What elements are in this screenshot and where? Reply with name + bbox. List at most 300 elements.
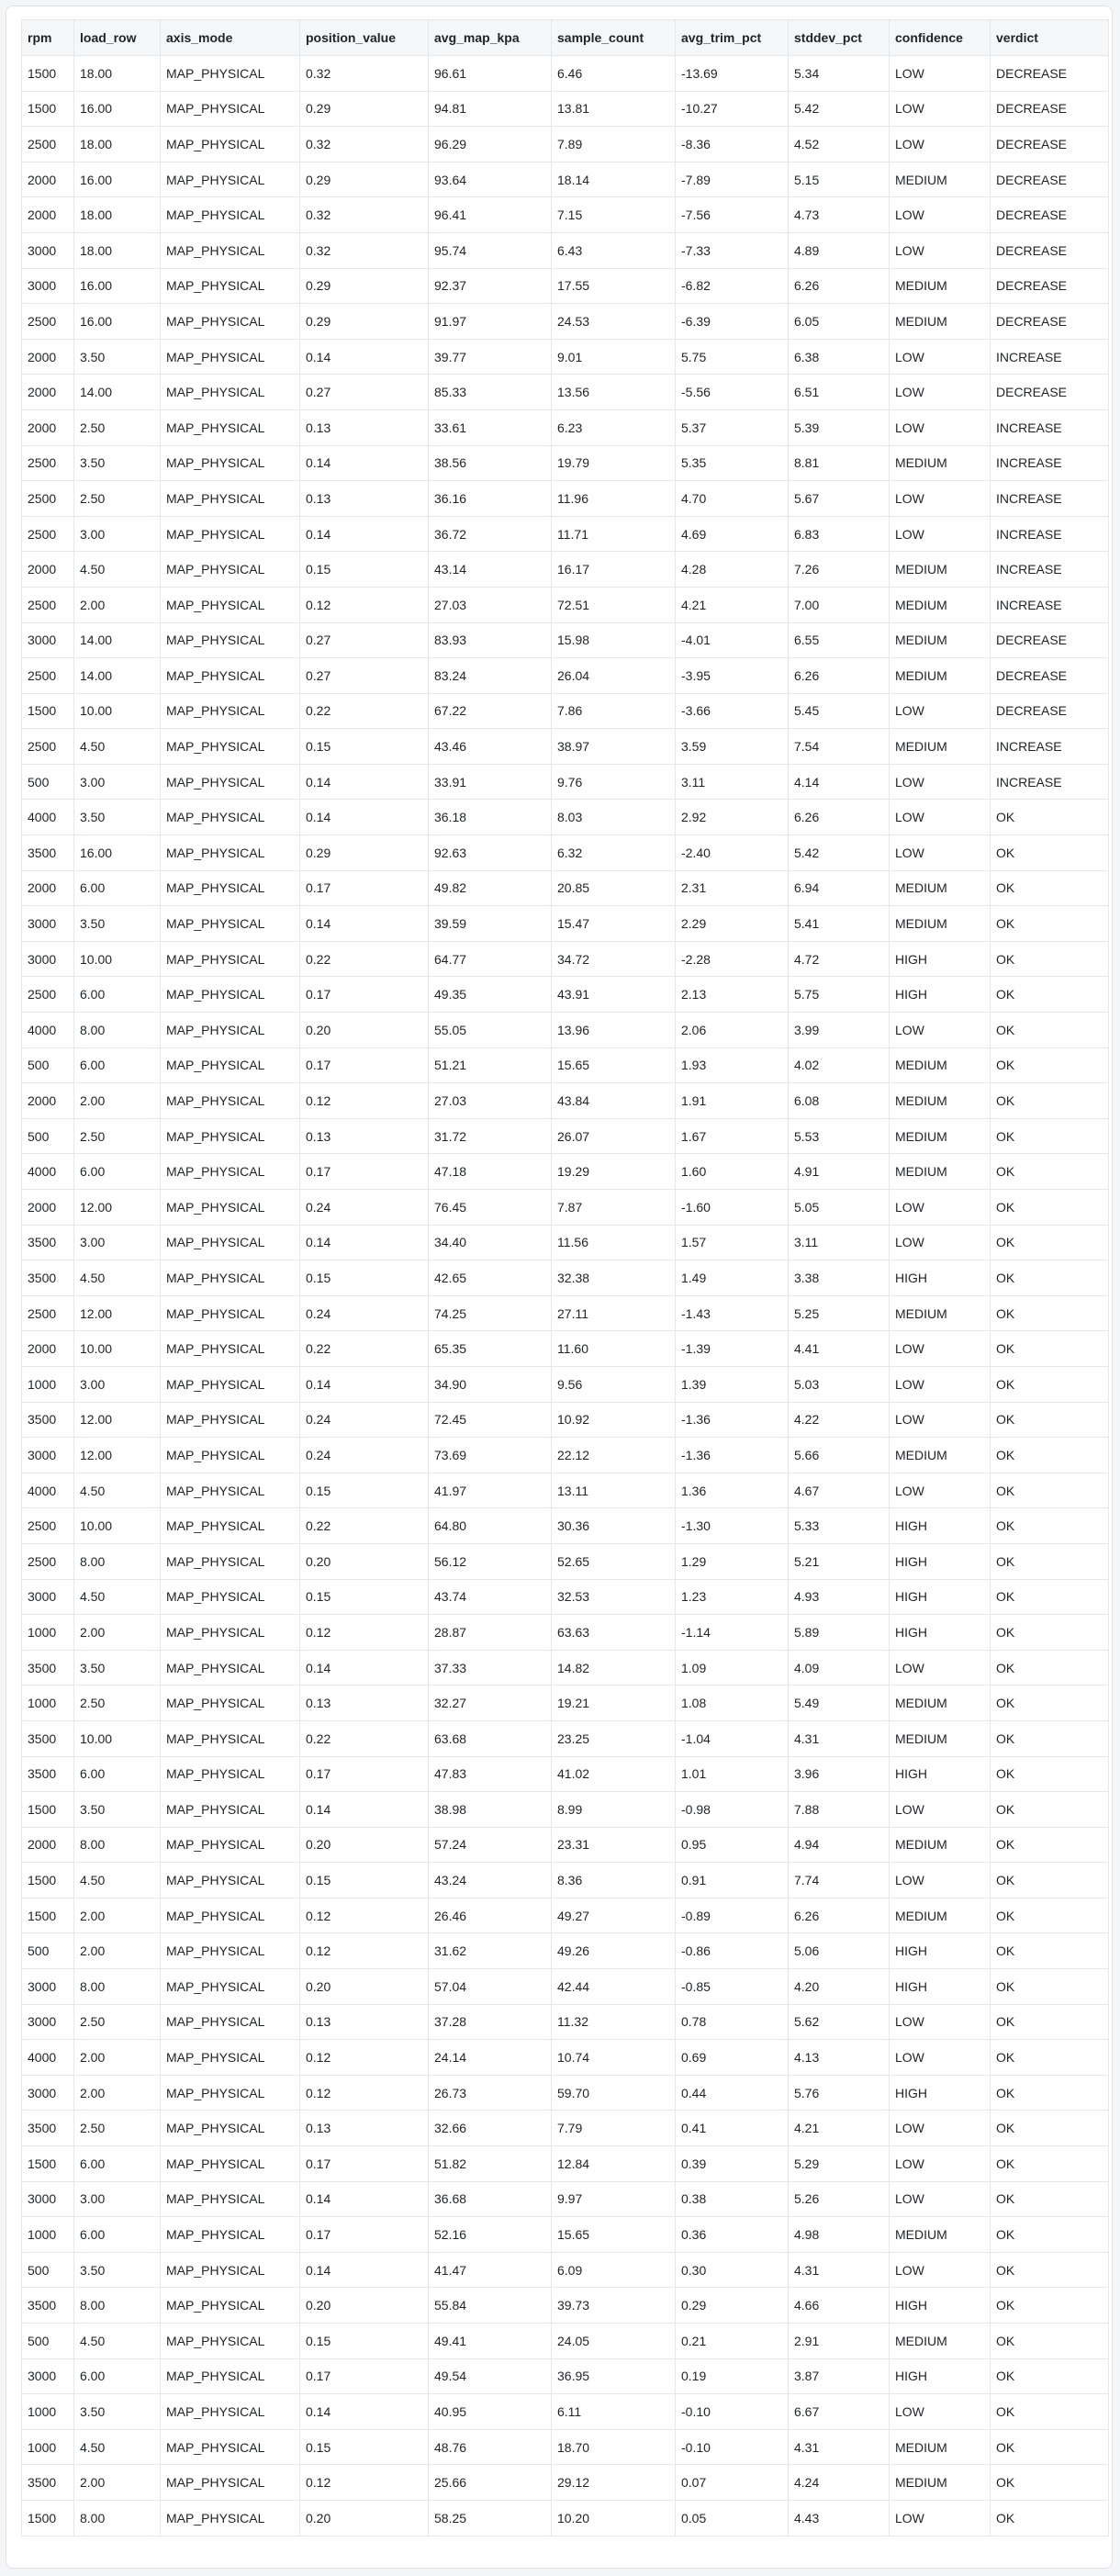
cell-rpm: 2000 xyxy=(22,1190,74,1226)
cell-stddev-pct: 3.87 xyxy=(789,2358,890,2394)
cell-rpm: 500 xyxy=(22,2324,74,2359)
cell-sample-count: 43.91 xyxy=(552,977,676,1013)
cell-load-row: 10.00 xyxy=(74,1331,161,1367)
cell-avg-trim-pct: 2.13 xyxy=(676,977,789,1013)
cell-avg-trim-pct: 2.92 xyxy=(676,800,789,835)
cell-confidence: MEDIUM xyxy=(890,1898,991,1933)
cell-stddev-pct: 4.31 xyxy=(789,2429,890,2465)
cell-position-value: 0.17 xyxy=(300,2358,429,2394)
cell-confidence: LOW xyxy=(890,2181,991,2217)
cell-avg-trim-pct: 2.31 xyxy=(676,870,789,906)
cell-verdict: INCREASE xyxy=(991,409,1109,445)
cell-avg-map-kpa: 64.77 xyxy=(429,941,552,977)
cell-rpm: 4000 xyxy=(22,800,74,835)
table-row xyxy=(22,339,1109,375)
cell-avg-trim-pct: -6.39 xyxy=(676,304,789,340)
cell-avg-trim-pct: -1.36 xyxy=(676,1402,789,1438)
table-row xyxy=(22,622,1109,658)
cell-axis-mode: MAP_PHYSICAL xyxy=(161,2465,300,2501)
cell-confidence: LOW xyxy=(890,1792,991,1828)
cell-sample-count: 7.15 xyxy=(552,197,676,233)
cell-confidence: HIGH xyxy=(890,1933,991,1969)
cell-stddev-pct: 4.67 xyxy=(789,1473,890,1508)
cell-rpm: 2000 xyxy=(22,552,74,588)
cell-axis-mode: MAP_PHYSICAL xyxy=(161,2394,300,2430)
cell-avg-map-kpa: 48.76 xyxy=(429,2429,552,2465)
cell-rpm: 3500 xyxy=(22,2111,74,2146)
cell-avg-map-kpa: 28.87 xyxy=(429,1615,552,1651)
cell-confidence: HIGH xyxy=(890,2075,991,2111)
cell-load-row: 3.00 xyxy=(74,516,161,552)
cell-confidence: HIGH xyxy=(890,1615,991,1651)
cell-position-value: 0.14 xyxy=(300,906,429,942)
cell-verdict: OK xyxy=(991,1438,1109,1473)
cell-confidence: MEDIUM xyxy=(890,268,991,304)
cell-load-row: 3.50 xyxy=(74,800,161,835)
cell-verdict: OK xyxy=(991,1863,1109,1898)
cell-verdict: OK xyxy=(991,1508,1109,1544)
cell-sample-count: 7.79 xyxy=(552,2111,676,2146)
cell-position-value: 0.29 xyxy=(300,91,429,127)
table-row xyxy=(22,2394,1109,2430)
cell-load-row: 2.50 xyxy=(74,2111,161,2146)
cell-confidence: MEDIUM xyxy=(890,1438,991,1473)
cell-stddev-pct: 6.67 xyxy=(789,2394,890,2430)
cell-axis-mode: MAP_PHYSICAL xyxy=(161,339,300,375)
cell-axis-mode: MAP_PHYSICAL xyxy=(161,1260,300,1296)
cell-rpm: 2000 xyxy=(22,197,74,233)
cell-avg-map-kpa: 58.25 xyxy=(429,2500,552,2536)
cell-axis-mode: MAP_PHYSICAL xyxy=(161,870,300,906)
table-row xyxy=(22,2429,1109,2465)
cell-stddev-pct: 4.09 xyxy=(789,1650,890,1686)
cell-stddev-pct: 5.33 xyxy=(789,1508,890,1544)
cell-stddev-pct: 5.75 xyxy=(789,977,890,1013)
cell-avg-trim-pct: 1.91 xyxy=(676,1083,789,1119)
cell-verdict: INCREASE xyxy=(991,729,1109,765)
cell-stddev-pct: 5.29 xyxy=(789,2146,890,2182)
cell-axis-mode: MAP_PHYSICAL xyxy=(161,1898,300,1933)
table-row xyxy=(22,1827,1109,1863)
cell-position-value: 0.27 xyxy=(300,622,429,658)
cell-rpm: 3000 xyxy=(22,232,74,268)
table-row xyxy=(22,375,1109,410)
cell-avg-map-kpa: 37.28 xyxy=(429,2004,552,2040)
table-row xyxy=(22,2004,1109,2040)
cell-position-value: 0.13 xyxy=(300,1686,429,1721)
cell-position-value: 0.29 xyxy=(300,162,429,197)
cell-stddev-pct: 4.20 xyxy=(789,1969,890,2005)
cell-avg-trim-pct: 0.30 xyxy=(676,2252,789,2288)
cell-axis-mode: MAP_PHYSICAL xyxy=(161,1013,300,1048)
cell-load-row: 10.00 xyxy=(74,1508,161,1544)
cell-sample-count: 49.27 xyxy=(552,1898,676,1933)
cell-load-row: 18.00 xyxy=(74,197,161,233)
table-row xyxy=(22,658,1109,694)
cell-avg-map-kpa: 36.68 xyxy=(429,2181,552,2217)
cell-axis-mode: MAP_PHYSICAL xyxy=(161,91,300,127)
cell-avg-trim-pct: 1.93 xyxy=(676,1047,789,1083)
cell-sample-count: 9.76 xyxy=(552,764,676,800)
cell-position-value: 0.24 xyxy=(300,1295,429,1331)
table-row xyxy=(22,1579,1109,1615)
cell-stddev-pct: 5.66 xyxy=(789,1438,890,1473)
cell-load-row: 14.00 xyxy=(74,375,161,410)
cell-stddev-pct: 5.53 xyxy=(789,1118,890,1154)
cell-rpm: 500 xyxy=(22,1047,74,1083)
cell-rpm: 2000 xyxy=(22,1331,74,1367)
table-row xyxy=(22,870,1109,906)
cell-verdict: OK xyxy=(991,2465,1109,2501)
cell-verdict: OK xyxy=(991,2394,1109,2430)
table-row xyxy=(22,1225,1109,1260)
cell-rpm: 3500 xyxy=(22,2465,74,2501)
cell-confidence: HIGH xyxy=(890,1579,991,1615)
cell-position-value: 0.14 xyxy=(300,2394,429,2430)
cell-avg-trim-pct: -5.56 xyxy=(676,375,789,410)
cell-position-value: 0.29 xyxy=(300,304,429,340)
cell-avg-map-kpa: 51.82 xyxy=(429,2146,552,2182)
cell-stddev-pct: 5.05 xyxy=(789,1190,890,1226)
table-row xyxy=(22,197,1109,233)
cell-load-row: 3.00 xyxy=(74,764,161,800)
cell-verdict: OK xyxy=(991,1615,1109,1651)
cell-avg-map-kpa: 43.24 xyxy=(429,1863,552,1898)
cell-position-value: 0.32 xyxy=(300,232,429,268)
cell-rpm: 3500 xyxy=(22,1756,74,1792)
table-row xyxy=(22,1686,1109,1721)
cell-load-row: 2.50 xyxy=(74,1686,161,1721)
cell-confidence: LOW xyxy=(890,1366,991,1402)
cell-stddev-pct: 4.13 xyxy=(789,2040,890,2076)
cell-avg-trim-pct: -2.40 xyxy=(676,835,789,871)
cell-sample-count: 13.11 xyxy=(552,1473,676,1508)
cell-confidence: LOW xyxy=(890,339,991,375)
cell-position-value: 0.12 xyxy=(300,587,429,622)
table-row xyxy=(22,1720,1109,1756)
cell-position-value: 0.17 xyxy=(300,2146,429,2182)
cell-avg-map-kpa: 43.74 xyxy=(429,1579,552,1615)
cell-avg-trim-pct: 5.75 xyxy=(676,339,789,375)
cell-avg-trim-pct: 4.21 xyxy=(676,587,789,622)
cell-verdict: OK xyxy=(991,1366,1109,1402)
cell-avg-map-kpa: 47.83 xyxy=(429,1756,552,1792)
cell-axis-mode: MAP_PHYSICAL xyxy=(161,197,300,233)
table-row xyxy=(22,1118,1109,1154)
table-row xyxy=(22,1863,1109,1898)
cell-avg-trim-pct: 1.49 xyxy=(676,1260,789,1296)
cell-avg-trim-pct: -0.98 xyxy=(676,1792,789,1828)
table-row xyxy=(22,481,1109,517)
cell-axis-mode: MAP_PHYSICAL xyxy=(161,268,300,304)
table-row xyxy=(22,1331,1109,1367)
cell-verdict: OK xyxy=(991,906,1109,942)
cell-avg-trim-pct: 0.19 xyxy=(676,2358,789,2394)
table-row xyxy=(22,1013,1109,1048)
cell-avg-trim-pct: 4.28 xyxy=(676,552,789,588)
cell-verdict: OK xyxy=(991,1543,1109,1579)
cell-avg-trim-pct: -1.43 xyxy=(676,1295,789,1331)
cell-position-value: 0.14 xyxy=(300,445,429,481)
cell-rpm: 4000 xyxy=(22,1013,74,1048)
cell-sample-count: 13.81 xyxy=(552,91,676,127)
cell-position-value: 0.17 xyxy=(300,977,429,1013)
cell-axis-mode: MAP_PHYSICAL xyxy=(161,1863,300,1898)
cell-verdict: OK xyxy=(991,2146,1109,2182)
cell-verdict: DECREASE xyxy=(991,693,1109,729)
cell-stddev-pct: 5.42 xyxy=(789,835,890,871)
cell-load-row: 4.50 xyxy=(74,2324,161,2359)
cell-rpm: 2500 xyxy=(22,1295,74,1331)
column-header-confidence: confidence xyxy=(890,20,991,56)
cell-sample-count: 12.84 xyxy=(552,2146,676,2182)
cell-rpm: 3000 xyxy=(22,268,74,304)
table-row xyxy=(22,2288,1109,2324)
cell-sample-count: 15.47 xyxy=(552,906,676,942)
table-row xyxy=(22,1543,1109,1579)
cell-load-row: 12.00 xyxy=(74,1402,161,1438)
cell-position-value: 0.17 xyxy=(300,1756,429,1792)
cell-verdict: OK xyxy=(991,2075,1109,2111)
cell-load-row: 4.50 xyxy=(74,2429,161,2465)
cell-avg-trim-pct: -2.28 xyxy=(676,941,789,977)
results-panel xyxy=(6,6,1113,2569)
cell-axis-mode: MAP_PHYSICAL xyxy=(161,2040,300,2076)
cell-avg-trim-pct: 1.39 xyxy=(676,1366,789,1402)
table-row xyxy=(22,729,1109,765)
cell-sample-count: 26.04 xyxy=(552,658,676,694)
cell-confidence: MEDIUM xyxy=(890,552,991,588)
cell-rpm: 3000 xyxy=(22,2075,74,2111)
cell-confidence: LOW xyxy=(890,764,991,800)
cell-rpm: 1500 xyxy=(22,2500,74,2536)
table-row xyxy=(22,2500,1109,2536)
cell-avg-trim-pct: -0.85 xyxy=(676,1969,789,2005)
cell-confidence: LOW xyxy=(890,2394,991,2430)
cell-confidence: MEDIUM xyxy=(890,304,991,340)
cell-verdict: OK xyxy=(991,1013,1109,1048)
cell-confidence: MEDIUM xyxy=(890,587,991,622)
cell-verdict: INCREASE xyxy=(991,445,1109,481)
cell-avg-trim-pct: 4.70 xyxy=(676,481,789,517)
table-row xyxy=(22,693,1109,729)
cell-stddev-pct: 4.91 xyxy=(789,1154,890,1190)
cell-avg-trim-pct: 0.29 xyxy=(676,2288,789,2324)
table-row xyxy=(22,409,1109,445)
cell-avg-trim-pct: 0.07 xyxy=(676,2465,789,2501)
cell-stddev-pct: 5.49 xyxy=(789,1686,890,1721)
cell-rpm: 3000 xyxy=(22,941,74,977)
cell-position-value: 0.14 xyxy=(300,800,429,835)
cell-confidence: LOW xyxy=(890,2040,991,2076)
cell-sample-count: 30.36 xyxy=(552,1508,676,1544)
cell-axis-mode: MAP_PHYSICAL xyxy=(161,56,300,92)
cell-axis-mode: MAP_PHYSICAL xyxy=(161,162,300,197)
column-header-position-value: position_value xyxy=(300,20,429,56)
table-row xyxy=(22,162,1109,197)
cell-sample-count: 16.17 xyxy=(552,552,676,588)
cell-rpm: 2500 xyxy=(22,1508,74,1544)
cell-avg-trim-pct: -1.30 xyxy=(676,1508,789,1544)
cell-avg-trim-pct: -0.10 xyxy=(676,2429,789,2465)
table-row xyxy=(22,1295,1109,1331)
cell-position-value: 0.12 xyxy=(300,2465,429,2501)
cell-verdict: OK xyxy=(991,2324,1109,2359)
cell-load-row: 8.00 xyxy=(74,2500,161,2536)
cell-axis-mode: MAP_PHYSICAL xyxy=(161,693,300,729)
cell-sample-count: 11.71 xyxy=(552,516,676,552)
cell-stddev-pct: 5.39 xyxy=(789,409,890,445)
cell-sample-count: 22.12 xyxy=(552,1438,676,1473)
cell-verdict: OK xyxy=(991,1650,1109,1686)
cell-avg-map-kpa: 49.35 xyxy=(429,977,552,1013)
cell-axis-mode: MAP_PHYSICAL xyxy=(161,1190,300,1226)
cell-stddev-pct: 7.74 xyxy=(789,1863,890,1898)
cell-axis-mode: MAP_PHYSICAL xyxy=(161,2146,300,2182)
cell-load-row: 2.00 xyxy=(74,587,161,622)
cell-rpm: 2500 xyxy=(22,127,74,162)
cell-verdict: OK xyxy=(991,1260,1109,1296)
cell-verdict: DECREASE xyxy=(991,622,1109,658)
cell-load-row: 3.50 xyxy=(74,1792,161,1828)
cell-position-value: 0.14 xyxy=(300,339,429,375)
cell-position-value: 0.17 xyxy=(300,1154,429,1190)
cell-verdict: OK xyxy=(991,941,1109,977)
cell-rpm: 3000 xyxy=(22,2181,74,2217)
cell-load-row: 18.00 xyxy=(74,56,161,92)
table-row xyxy=(22,127,1109,162)
cell-avg-trim-pct: 1.29 xyxy=(676,1543,789,1579)
cell-position-value: 0.13 xyxy=(300,2111,429,2146)
cell-stddev-pct: 5.06 xyxy=(789,1933,890,1969)
cell-avg-map-kpa: 31.72 xyxy=(429,1118,552,1154)
cell-confidence: MEDIUM xyxy=(890,445,991,481)
table-row xyxy=(22,1650,1109,1686)
cell-confidence: LOW xyxy=(890,1190,991,1226)
cell-rpm: 500 xyxy=(22,1118,74,1154)
cell-axis-mode: MAP_PHYSICAL xyxy=(161,1933,300,1969)
cell-load-row: 8.00 xyxy=(74,1827,161,1863)
cell-rpm: 1000 xyxy=(22,1686,74,1721)
cell-confidence: HIGH xyxy=(890,2358,991,2394)
cell-stddev-pct: 2.91 xyxy=(789,2324,890,2359)
cell-sample-count: 26.07 xyxy=(552,1118,676,1154)
table-row xyxy=(22,2111,1109,2146)
cell-stddev-pct: 6.94 xyxy=(789,870,890,906)
cell-load-row: 10.00 xyxy=(74,941,161,977)
cell-position-value: 0.12 xyxy=(300,1898,429,1933)
cell-position-value: 0.27 xyxy=(300,375,429,410)
cell-avg-map-kpa: 39.77 xyxy=(429,339,552,375)
cell-load-row: 2.00 xyxy=(74,2465,161,2501)
cell-position-value: 0.15 xyxy=(300,2324,429,2359)
cell-position-value: 0.20 xyxy=(300,2288,429,2324)
cell-rpm: 2500 xyxy=(22,304,74,340)
table-row xyxy=(22,2252,1109,2288)
cell-load-row: 4.50 xyxy=(74,1579,161,1615)
cell-stddev-pct: 4.94 xyxy=(789,1827,890,1863)
cell-rpm: 2500 xyxy=(22,481,74,517)
cell-avg-trim-pct: -10.27 xyxy=(676,91,789,127)
table-row xyxy=(22,2465,1109,2501)
cell-position-value: 0.14 xyxy=(300,2181,429,2217)
cell-axis-mode: MAP_PHYSICAL xyxy=(161,1792,300,1828)
cell-verdict: DECREASE xyxy=(991,375,1109,410)
cell-sample-count: 39.73 xyxy=(552,2288,676,2324)
cell-rpm: 1000 xyxy=(22,2217,74,2253)
cell-sample-count: 6.43 xyxy=(552,232,676,268)
table-row xyxy=(22,2146,1109,2182)
cell-position-value: 0.12 xyxy=(300,1933,429,1969)
cell-load-row: 2.00 xyxy=(74,1898,161,1933)
cell-position-value: 0.20 xyxy=(300,1543,429,1579)
cell-avg-map-kpa: 24.14 xyxy=(429,2040,552,2076)
cell-avg-map-kpa: 96.61 xyxy=(429,56,552,92)
cell-avg-map-kpa: 41.97 xyxy=(429,1473,552,1508)
cell-avg-trim-pct: 4.69 xyxy=(676,516,789,552)
cell-axis-mode: MAP_PHYSICAL xyxy=(161,1827,300,1863)
cell-stddev-pct: 4.22 xyxy=(789,1402,890,1438)
cell-load-row: 10.00 xyxy=(74,1720,161,1756)
table-row xyxy=(22,1508,1109,1544)
cell-confidence: LOW xyxy=(890,232,991,268)
cell-load-row: 16.00 xyxy=(74,304,161,340)
cell-verdict: OK xyxy=(991,1331,1109,1367)
cell-axis-mode: MAP_PHYSICAL xyxy=(161,941,300,977)
cell-sample-count: 29.12 xyxy=(552,2465,676,2501)
cell-confidence: HIGH xyxy=(890,941,991,977)
cell-avg-trim-pct: -3.95 xyxy=(676,658,789,694)
cell-rpm: 500 xyxy=(22,764,74,800)
column-header-sample-count: sample_count xyxy=(552,20,676,56)
cell-load-row: 6.00 xyxy=(74,2358,161,2394)
table-row xyxy=(22,1366,1109,1402)
cell-axis-mode: MAP_PHYSICAL xyxy=(161,1615,300,1651)
cell-load-row: 2.50 xyxy=(74,409,161,445)
cell-stddev-pct: 4.14 xyxy=(789,764,890,800)
table-row xyxy=(22,906,1109,942)
cell-axis-mode: MAP_PHYSICAL xyxy=(161,552,300,588)
cell-verdict: DECREASE xyxy=(991,91,1109,127)
cell-axis-mode: MAP_PHYSICAL xyxy=(161,658,300,694)
cell-verdict: OK xyxy=(991,977,1109,1013)
cell-avg-trim-pct: 1.67 xyxy=(676,1118,789,1154)
cell-avg-map-kpa: 47.18 xyxy=(429,1154,552,1190)
cell-avg-trim-pct: -4.01 xyxy=(676,622,789,658)
table-row xyxy=(22,1047,1109,1083)
cell-avg-trim-pct: -8.36 xyxy=(676,127,789,162)
cell-rpm: 1500 xyxy=(22,2146,74,2182)
cell-avg-trim-pct: -0.89 xyxy=(676,1898,789,1933)
cell-verdict: OK xyxy=(991,2500,1109,2536)
cell-confidence: LOW xyxy=(890,56,991,92)
cell-load-row: 3.50 xyxy=(74,445,161,481)
cell-avg-map-kpa: 27.03 xyxy=(429,1083,552,1119)
cell-avg-trim-pct: 1.09 xyxy=(676,1650,789,1686)
cell-load-row: 8.00 xyxy=(74,2288,161,2324)
cell-avg-map-kpa: 56.12 xyxy=(429,1543,552,1579)
cell-confidence: MEDIUM xyxy=(890,1686,991,1721)
cell-verdict: DECREASE xyxy=(991,232,1109,268)
cell-load-row: 6.00 xyxy=(74,1047,161,1083)
cell-axis-mode: MAP_PHYSICAL xyxy=(161,481,300,517)
table-row xyxy=(22,552,1109,588)
cell-position-value: 0.24 xyxy=(300,1190,429,1226)
cell-verdict: INCREASE xyxy=(991,339,1109,375)
table-row xyxy=(22,1438,1109,1473)
cell-axis-mode: MAP_PHYSICAL xyxy=(161,2288,300,2324)
table-row xyxy=(22,977,1109,1013)
